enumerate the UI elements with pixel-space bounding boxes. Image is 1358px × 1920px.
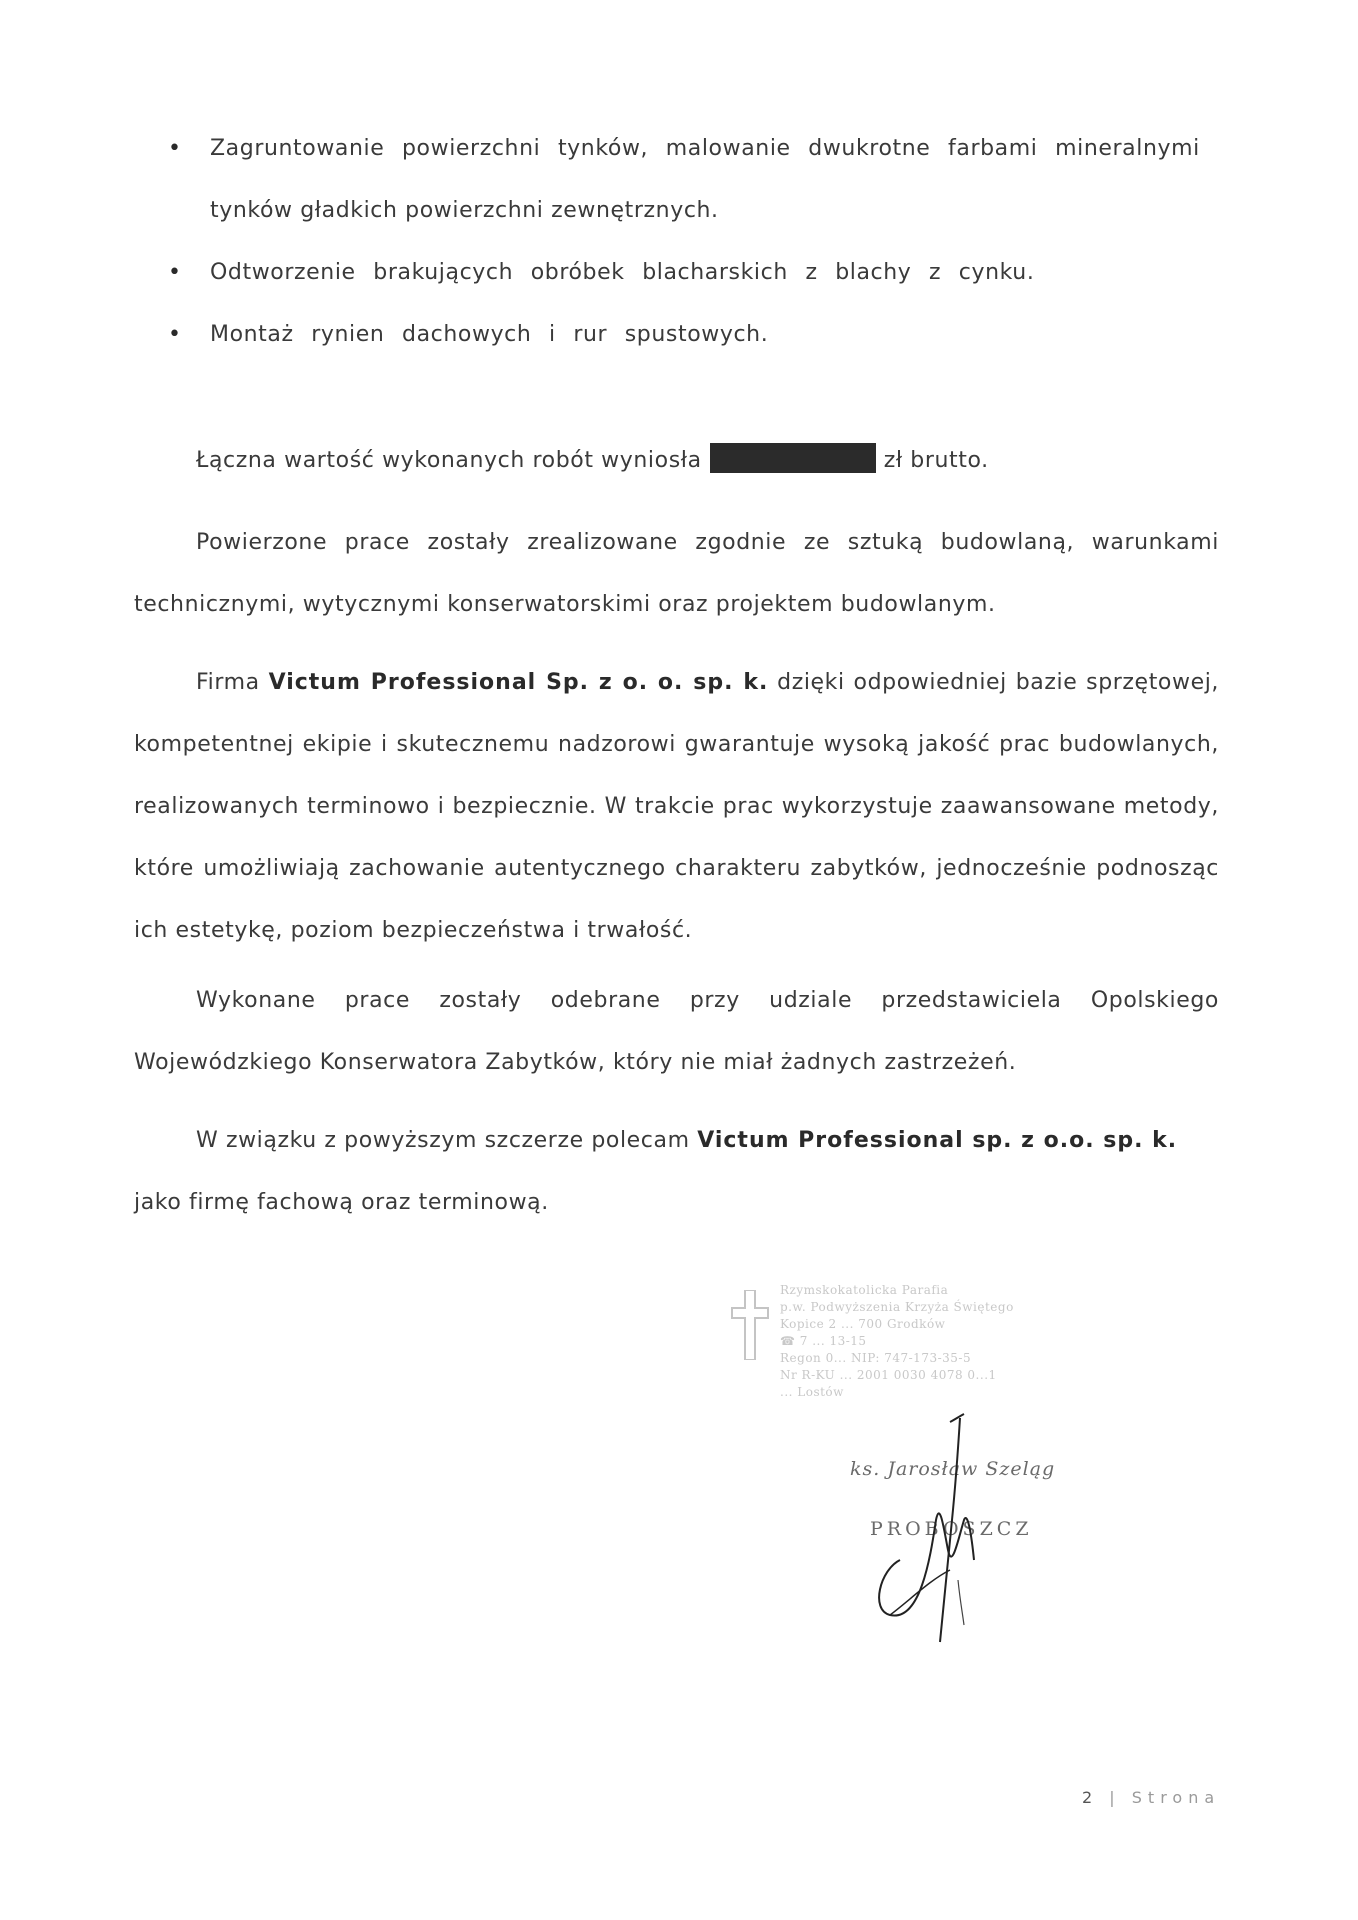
paragraph-text: dzięki odpowiedniej bazie sprzętowej, kompetentnej ekipie i skutecznemu nadzorowi gwarantuje wysoką jakość prac budowlanych, realizowanych terminowo i bezpiecznie. W trakcie prac wykorzystuje zaawansowane metody, które umożliwiają zachowanie autentycznego charakteru zabytków, jednocześnie podnosząc ich estetykę, poziom bezpieczeństwa i trwałość.: [134, 670, 1220, 943]
paragraph-quality: [134, 512, 1219, 636]
handwritten-signature: [840, 1410, 1080, 1650]
cross-icon: [730, 1290, 770, 1360]
company-name: Victum Professional sp. z o.o. sp. k.: [697, 1128, 1178, 1153]
paragraph-company: [134, 652, 1219, 962]
company-name: Victum Professional Sp. z o. o. sp. k.: [268, 670, 769, 695]
total-value-line: [134, 430, 1219, 492]
list-item-text: • Odtworzenie brakujących obróbek blacharskich z blachy z cynku.: [210, 260, 1035, 285]
page-number-value: 2: [1082, 1788, 1099, 1807]
list-item: [168, 242, 1218, 304]
redacted-amount: [710, 443, 876, 473]
paragraph-prefix: Firma: [196, 670, 260, 695]
stamp-line: ... Lostów: [780, 1385, 844, 1399]
stamp-line: Nr R-KU ... 2001 0030 4078 0...1: [780, 1368, 997, 1382]
total-currency: zł brutto.: [883, 448, 989, 473]
list-item: [168, 304, 1218, 366]
stamp-line: Regon 0... NIP: 747-173-35-5: [780, 1351, 972, 1365]
paragraph-prefix: W związku z powyższym szczerze polecam: [196, 1128, 690, 1153]
signatory-name: ks. Jarosław Szeląg: [850, 1458, 1056, 1480]
work-scope-list: [168, 118, 1218, 366]
list-item-text: • Montaż rynien dachowych i rur spustowych.: [210, 322, 769, 347]
stamp-line: Kopice 2 ... 700 Grodków: [780, 1317, 946, 1331]
page-number-label: Strona: [1131, 1788, 1221, 1807]
stamp-line: Rzymskokatolicka Parafia: [780, 1283, 949, 1297]
list-item: [168, 118, 1218, 242]
paragraph-text: Wykonane prace zostały odebrane przy udziale przedstawiciela Opolskiego Wojewódzkiego Konserwatora Zabytków, który nie miał żadnych zastrzeżeń.: [134, 988, 1219, 1075]
paragraph-acceptance: [134, 970, 1219, 1094]
paragraph-text: Powierzone prace zostały zrealizowane zgodnie ze sztuką budowlaną, warunkami technicznymi, wytycznymi konserwatorskimi oraz projektem budowlanym.: [134, 530, 1219, 617]
paragraph-suffix: jako firmę fachową oraz terminową.: [134, 1190, 549, 1215]
signatory-title: PROBOSZCZ: [870, 1518, 1033, 1540]
page-number-separator: |: [1109, 1788, 1121, 1807]
list-item-text-cont: tynków gładkich powierzchni zewnętrznych.: [210, 198, 719, 223]
parish-stamp: [730, 1282, 1100, 1412]
paragraph-recommendation: [134, 1110, 1219, 1234]
total-label: Łączna wartość wykonanych robót wyniosła: [196, 448, 702, 473]
page-number: [1082, 1788, 1220, 1807]
stamp-line: ☎ 7 ... 13-15: [780, 1334, 867, 1348]
stamp-line: p.w. Podwyższenia Krzyża Świętego: [780, 1300, 1014, 1314]
stamp-text: [780, 1282, 1014, 1401]
list-item-text: • Zagruntowanie powierzchni tynków, malowanie dwukrotne farbami mineralnymi: [210, 136, 1200, 161]
